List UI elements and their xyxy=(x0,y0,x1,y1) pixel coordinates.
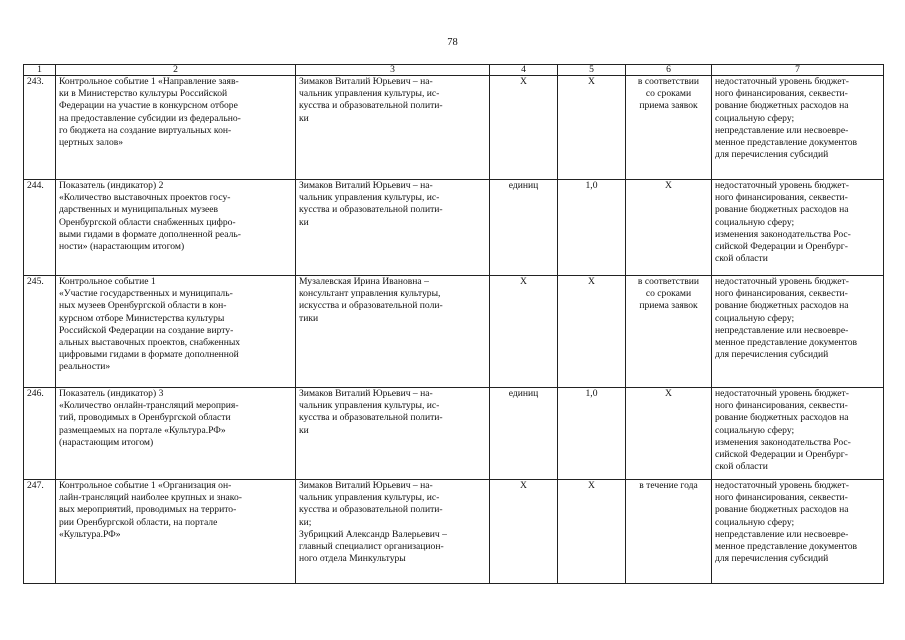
value-cell: Х xyxy=(558,480,626,584)
cell-text-line: тики xyxy=(299,312,319,324)
table-row xyxy=(24,180,884,276)
cell-text-line: «Количество выставочных проектов госу- xyxy=(59,192,231,204)
cell-text-line: рии Оренбургской области, на портале xyxy=(59,516,218,528)
cell-text-line: в течение года xyxy=(639,480,698,491)
cell-text-line: социальную сферу; xyxy=(715,312,795,324)
cell-text-line: изменения законодательства Рос- xyxy=(715,228,851,240)
cell-text-line: на предоставление субсидии из федерально- xyxy=(59,112,241,124)
cell-text-line: (нарастающим итогом) xyxy=(59,436,154,448)
cell-text-line: размещаемых на портале «Культура.РФ» xyxy=(59,424,226,436)
row-number-cell: 243. xyxy=(24,76,56,180)
cell-text-line: в соответствии xyxy=(637,76,700,87)
cell-text-line: Контрольное событие 1 «Направление заяв- xyxy=(59,76,239,87)
risks-cell xyxy=(712,276,884,388)
cell-text-line: сийской Федерации и Оренбург- xyxy=(715,241,848,253)
cell-text-line: главный специалист организацион- xyxy=(299,541,444,553)
deadline-cell xyxy=(626,180,712,276)
cell-text-line: Оренбургской области снабженных цифро- xyxy=(59,216,236,228)
cell-text-line: чальник управления культуры, ис- xyxy=(299,192,440,204)
cell-text-line: консультант управления культуры, xyxy=(299,288,441,300)
cell-text-line: Контрольное событие 1 «Организация он- xyxy=(59,480,232,491)
cell-text-line: ской области xyxy=(715,461,768,473)
cell-text-line: рование бюджетных расходов на xyxy=(715,412,849,424)
cell-text-line: недостаточный уровень бюджет- xyxy=(715,180,849,191)
event-cell xyxy=(56,388,296,480)
cell-text-line: кусства и образовательной полити- xyxy=(299,100,443,112)
cell-text-line: выми гидами в формате дополненной реаль- xyxy=(59,228,241,240)
cell-text-line: ного финансирования, секвести- xyxy=(715,88,848,100)
cell-text-line: Х xyxy=(665,180,672,191)
cell-text-line: Российской Федерации на создание вирту- xyxy=(59,324,234,336)
cell-text-line: дарственных и муниципальных музеев xyxy=(59,204,219,216)
cell-text-line: Музалевская Ирина Ивановна – xyxy=(299,276,429,287)
cell-text-line: сийской Федерации и Оренбург- xyxy=(715,449,848,461)
event-cell xyxy=(56,180,296,276)
cell-text-line: непредставление или несвоевре- xyxy=(715,528,849,540)
cell-text-line: менное представление документов xyxy=(715,337,858,349)
cell-text-line: рование бюджетных расходов на xyxy=(715,300,849,312)
value-cell: Х xyxy=(558,76,626,180)
deadline-cell xyxy=(626,388,712,480)
cell-text-line: ного отдела Минкультуры xyxy=(299,553,406,565)
responsible-cell xyxy=(296,76,490,180)
cell-text-line: го бюджета на создание виртуальных кон- xyxy=(59,124,232,136)
cell-text-line: реальности» xyxy=(59,361,111,373)
responsible-cell xyxy=(296,480,490,584)
cell-text-line: Показатель (индикатор) 3 xyxy=(59,388,164,399)
cell-text-line: социальную сферу; xyxy=(715,112,795,124)
cell-text-line: альных выставочных проектов, снабженных xyxy=(59,337,241,349)
column-header: 1 xyxy=(24,65,56,76)
cell-text-line: Зимаков Виталий Юрьевич – на- xyxy=(299,180,433,191)
cell-text-line: «Участие государственных и муниципаль- xyxy=(59,288,233,300)
row-number-cell: 246. xyxy=(24,388,56,480)
cell-text-line: ных музеев Оренбургской области в кон- xyxy=(59,300,227,312)
cell-text-line: ки в Министерство культуры Российской xyxy=(59,88,228,100)
event-cell xyxy=(56,480,296,584)
cell-text-line: со сроками xyxy=(645,88,692,100)
cell-text-line: Зимаков Виталий Юрьевич – на- xyxy=(299,76,433,87)
cell-text-line: недостаточный уровень бюджет- xyxy=(715,276,849,287)
cell-text-line: ности» (нарастающим итогом) xyxy=(59,241,185,253)
event-cell xyxy=(56,76,296,180)
cell-text-line: ки xyxy=(299,216,309,228)
cell-text-line: социальную сферу; xyxy=(715,516,795,528)
unit-cell: Х xyxy=(490,480,558,584)
cell-text-line: искусства и образовательной поли- xyxy=(299,300,443,312)
cell-text-line: социальную сферу; xyxy=(715,424,795,436)
cell-text-line: недостаточный уровень бюджет- xyxy=(715,76,849,87)
cell-text-line: ки; xyxy=(299,516,312,528)
cell-text-line: Федерации на участие в конкурсном отборе xyxy=(59,100,238,112)
cell-text-line: непредставление или несвоевре- xyxy=(715,124,849,136)
row-number-cell: 244. xyxy=(24,180,56,276)
cell-text-line: кусства и образовательной полити- xyxy=(299,204,443,216)
deadline-cell xyxy=(626,276,712,388)
cell-text-line: менное представление документов xyxy=(715,137,858,149)
cell-text-line: со сроками xyxy=(645,288,692,300)
cell-text-line: ного финансирования, секвести- xyxy=(715,400,848,412)
document-table xyxy=(23,64,884,584)
unit-cell: Х xyxy=(490,76,558,180)
column-header: 5 xyxy=(558,65,626,76)
cell-text-line: непредставление или несвоевре- xyxy=(715,324,849,336)
cell-text-line: вых мероприятий, проводимых на террито- xyxy=(59,504,237,516)
value-cell: 1,0 xyxy=(558,388,626,480)
responsible-cell xyxy=(296,276,490,388)
cell-text-line: для перечисления субсидий xyxy=(715,149,829,161)
cell-text-line: лайн-трансляций наиболее крупных и знако- xyxy=(59,492,242,504)
row-number-cell: 245. xyxy=(24,276,56,388)
risks-cell xyxy=(712,76,884,180)
table-row xyxy=(24,480,884,584)
risks-cell xyxy=(712,180,884,276)
cell-text-line: ного финансирования, секвести- xyxy=(715,288,848,300)
page-number: 78 xyxy=(447,37,458,48)
column-header: 2 xyxy=(56,65,296,76)
cell-text-line: рование бюджетных расходов на xyxy=(715,204,849,216)
cell-text-line: социальную сферу; xyxy=(715,216,795,228)
unit-cell: единиц xyxy=(490,388,558,480)
event-cell xyxy=(56,276,296,388)
cell-text-line: Зимаков Виталий Юрьевич – на- xyxy=(299,388,433,399)
cell-text-line: недостаточный уровень бюджет- xyxy=(715,480,849,491)
cell-text-line: для перечисления субсидий xyxy=(715,553,829,565)
deadline-cell xyxy=(626,480,712,584)
cell-text-line: ки xyxy=(299,424,309,436)
cell-text-line: курсном отборе Министерства культуры xyxy=(59,312,225,324)
cell-text-line: «Количество онлайн-трансляций мероприя- xyxy=(59,400,239,412)
unit-cell: единиц xyxy=(490,180,558,276)
responsible-cell xyxy=(296,388,490,480)
cell-text-line: приема заявок xyxy=(639,100,698,112)
column-number-header-row xyxy=(24,65,884,76)
cell-text-line: ки xyxy=(299,112,309,124)
table-row xyxy=(24,276,884,388)
column-header: 6 xyxy=(626,65,712,76)
cell-text-line: Показатель (индикатор) 2 xyxy=(59,180,164,191)
cell-text-line: кусства и образовательной полити- xyxy=(299,412,443,424)
cell-text-line: изменения законодательства Рос- xyxy=(715,436,851,448)
cell-text-line: ской области xyxy=(715,253,768,265)
cell-text-line: «Культура.РФ» xyxy=(59,528,121,540)
cell-text-line: для перечисления субсидий xyxy=(715,349,829,361)
unit-cell: Х xyxy=(490,276,558,388)
column-header: 7 xyxy=(712,65,884,76)
cell-text-line: Зимаков Виталий Юрьевич – на- xyxy=(299,480,433,491)
risks-cell xyxy=(712,480,884,584)
cell-text-line: ного финансирования, секвести- xyxy=(715,492,848,504)
risks-cell xyxy=(712,388,884,480)
column-header: 4 xyxy=(490,65,558,76)
table-row xyxy=(24,76,884,180)
cell-text-line: чальник управления культуры, ис- xyxy=(299,400,440,412)
cell-text-line: недостаточный уровень бюджет- xyxy=(715,388,849,399)
cell-text-line: менное представление документов xyxy=(715,541,858,553)
deadline-cell xyxy=(626,76,712,180)
cell-text-line: Х xyxy=(665,388,672,399)
cell-text-line: цифровыми гидами в формате дополненной xyxy=(59,349,239,361)
table-row xyxy=(24,388,884,480)
column-header: 3 xyxy=(296,65,490,76)
cell-text-line: цертных залов» xyxy=(59,137,124,149)
cell-text-line: чальник управления культуры, ис- xyxy=(299,492,440,504)
value-cell: 1,0 xyxy=(558,180,626,276)
cell-text-line: кусства и образовательной полити- xyxy=(299,504,443,516)
cell-text-line: рование бюджетных расходов на xyxy=(715,100,849,112)
cell-text-line: тий, проводимых в Оренбургской области xyxy=(59,412,231,424)
value-cell: Х xyxy=(558,276,626,388)
cell-text-line: приема заявок xyxy=(639,300,698,312)
responsible-cell xyxy=(296,180,490,276)
row-number-cell: 247. xyxy=(24,480,56,584)
cell-text-line: ного финансирования, секвести- xyxy=(715,192,848,204)
cell-text-line: рование бюджетных расходов на xyxy=(715,504,849,516)
cell-text-line: чальник управления культуры, ис- xyxy=(299,88,440,100)
cell-text-line: Контрольное событие 1 xyxy=(59,276,156,287)
cell-text-line: в соответствии xyxy=(637,276,700,287)
cell-text-line: Зубрицкий Александр Валерьевич – xyxy=(299,528,447,540)
